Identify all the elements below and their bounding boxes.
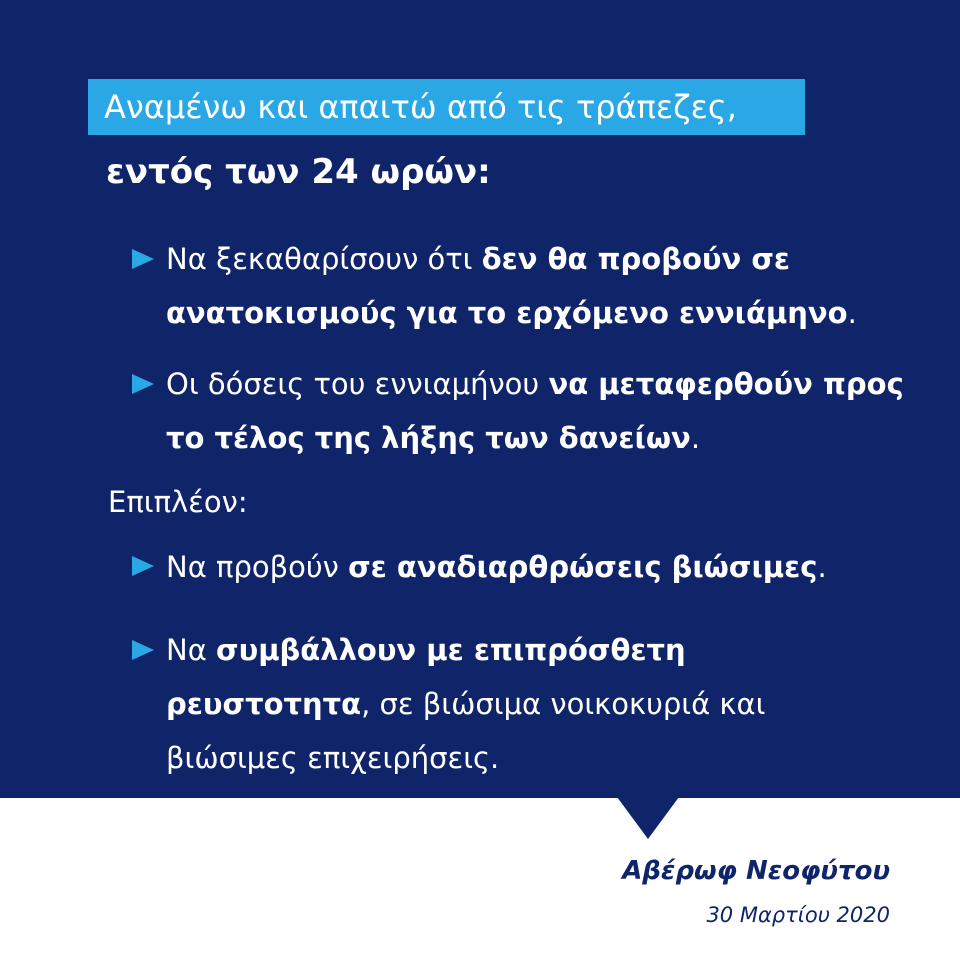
bullet-emphasis: δεν θα προβούν σε ανατοκισμούς για το ερχόμενο εννιάμηνο [166,242,848,330]
moreover-label: Επιπλέον: [108,485,248,519]
bullet-item-2 [166,357,936,465]
date: 30 Μαρτίου 2020 [706,903,890,927]
bullet-item-4 [166,623,786,785]
bullet-text-end: . [847,296,857,330]
bullet-text-end: . [690,421,701,455]
triangle-right-icon [132,556,154,576]
triangle-right-icon [132,374,154,394]
bullet-item-1 [166,232,936,340]
triangle-right-icon [132,249,154,269]
speech-pointer [617,797,679,839]
bullet-emphasis: σε αναδιαρθρώσεις βιώσιμες [348,550,818,584]
bullet-emphasis: συμβάλλουν με επιπρόσθετη ρευστοτητα [166,633,686,721]
subheadline: εντός των 24 ωρών: [106,152,491,192]
bullet-text-end: . [817,550,827,584]
headline: Αναμένω και απαιτώ από τις τράπεζες, [88,79,805,135]
bullet-text: Οι δόσεις του εννιαμήνου [166,367,549,401]
bullet-text: Να [166,633,217,667]
triangle-right-icon [132,640,154,660]
author-name: Αβέρωφ Νεοφύτου [622,856,890,886]
bullet-emphasis: να μεταφερθούν προς το τέλος της λήξης των δανείων [166,367,904,455]
bullet-text: Να προβούν [166,550,349,584]
bullet-text-end: , σε βιώσιμα νοικοκυριά και βιώσιμες επιχειρήσεις. [166,687,766,775]
bullet-text: Να ξεκαθαρίσουν ότι [166,242,482,276]
bullet-item-3 [166,540,936,594]
